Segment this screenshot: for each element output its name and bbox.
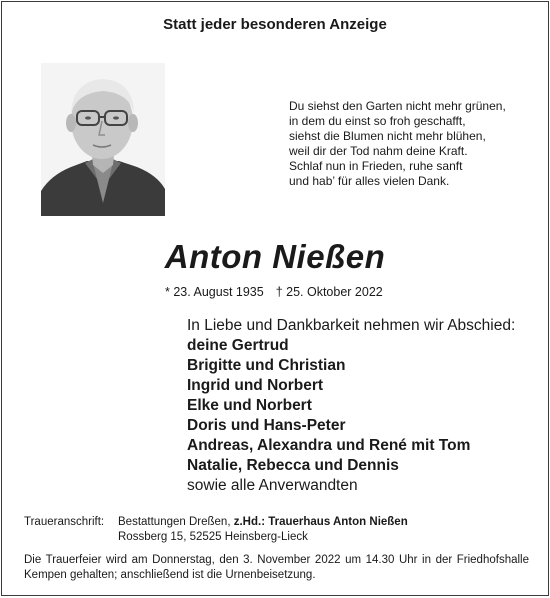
- mourner-name: Ingrid und Norbert: [187, 377, 324, 394]
- address-attn: z.Hd.: Trauerhaus Anton Nießen: [233, 516, 408, 528]
- poem: [289, 99, 529, 189]
- mourner-name: deine Gertrud: [187, 337, 289, 354]
- mourners-outro: sowie alle Anverwandten: [187, 477, 358, 494]
- life-dates: [165, 285, 383, 299]
- deceased-name: Anton Nießen: [164, 238, 386, 275]
- notice-header: Statt jeder besonderen Anzeige: [163, 16, 387, 33]
- death-date: † 25. Oktober 2022: [275, 285, 383, 299]
- poem-line: Schlaf nun in Frieden, ruhe sanft: [289, 159, 463, 173]
- address-company: Bestattungen Dreßen,: [118, 516, 231, 528]
- address-street: Rossberg 15, 52525 Heinsberg-Lieck: [118, 531, 308, 543]
- mourner-name: Andreas, Alexandra und René mit Tom: [187, 437, 471, 454]
- poem-line: und hab’ für alles vielen Dank.: [289, 174, 450, 188]
- poem-line: weil dir der Tod nahm deine Kraft.: [289, 144, 468, 158]
- poem-line: Du siehst den Garten nicht mehr grünen,: [289, 99, 506, 113]
- portrait-photo: [41, 63, 165, 216]
- mourning-address: [24, 515, 534, 545]
- mourner-name: Doris und Hans-Peter: [187, 417, 346, 434]
- mourners-intro: In Liebe und Dankbarkeit nehmen wir Abschied:: [187, 317, 516, 334]
- portrait-image: [41, 63, 165, 216]
- funeral-service-info: Die Trauerfeier wird am Donnerstag, den 3. November 2022 um 14.30 Uhr in der Friedhofshalle Kempen gehalten; anschließend ist die Urnenbeisetzung.: [24, 554, 529, 581]
- mourner-name: Natalie, Rebecca und Dennis: [187, 457, 399, 474]
- poem-line: siehst die Blumen nicht mehr blühen,: [289, 129, 486, 143]
- birth-date: * 23. August 1935: [165, 285, 264, 299]
- obituary-notice: [1, 1, 549, 596]
- mourners-list: [187, 316, 537, 496]
- mourner-name: Elke und Norbert: [187, 397, 312, 414]
- address-label: Traueranschrift:: [24, 516, 105, 528]
- poem-line: in dem du einst so froh geschafft,: [289, 114, 466, 128]
- mourner-name: Brigitte und Christian: [187, 357, 346, 374]
